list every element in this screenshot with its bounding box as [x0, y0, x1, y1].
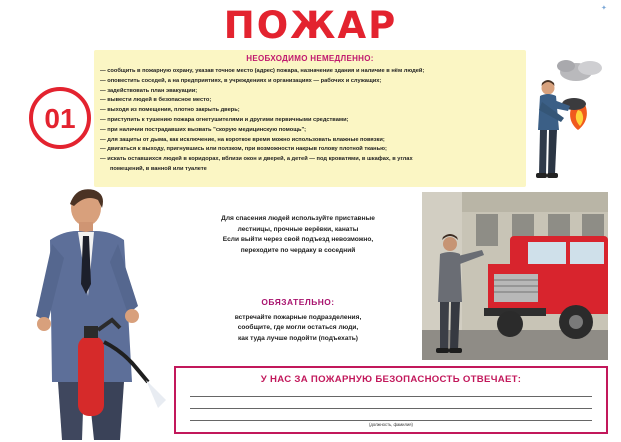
rescue-line: переходите по чердаку в соседний — [240, 246, 356, 254]
step-number-badge — [29, 87, 91, 149]
step-number: 01 — [44, 103, 76, 134]
list-item: — искать оставшихся людей в коридорах, вблизи окон и дверей, а детей — под кроватями, в шкафах, в углах — [100, 156, 413, 163]
list-item: помещений, в ванной или туалете — [110, 165, 207, 172]
fire-truck-scene — [422, 192, 608, 360]
mandatory-heading: ОБЯЗАТЕЛЬНО: — [261, 297, 335, 307]
rescue-line: Если выйти через свой подъезд невозможно, — [222, 236, 374, 243]
list-item: — приступить к тушению пожара огнетушителями и другими первичными средствами; — [100, 116, 349, 123]
man-with-extinguisher-illustration — [28, 186, 166, 440]
mandatory-line: встречайте пожарные подразделения, — [234, 314, 362, 321]
signature-line — [190, 408, 592, 409]
star-icon: ✦ — [601, 5, 607, 12]
list-item: — вывести людей в безопасное место; — [100, 97, 212, 104]
list-item: — двигаться к выходу, пригнувшись или ползком, при возможности накрыв голову плотной тканью; — [100, 146, 387, 153]
mandatory-instructions — [184, 313, 412, 344]
list-item: — сообщить в пожарную охрану, указав точное место (адрес) пожара, назначение здания и наличие в нём людей; — [100, 68, 425, 74]
responsible-person-caption: (должность, фамилия) — [369, 422, 413, 427]
responsible-person-title: У НАС ЗА ПОЖАРНУЮ БЕЗОПАСНОСТЬ ОТВЕЧАЕТ: — [260, 374, 522, 385]
list-item: — оповестить соседей, а на предприятиях, в учреждениях и организациях — рабочих и служащих; — [100, 77, 382, 84]
list-item: — для защиты от дыма, как исключение, на короткое время можно использовать влажные повязки; — [100, 136, 385, 143]
signature-line — [190, 396, 592, 397]
list-item: — при наличии пострадавших вызвать "скорую медицинскую помощь"; — [100, 126, 307, 133]
rescue-instructions — [184, 214, 412, 256]
man-carrying-fire-illustration — [526, 58, 612, 184]
mandatory-line: как туда лучше подойти (подъехать) — [238, 334, 358, 342]
rescue-line: лестницы, прочные верёвки, канаты — [237, 225, 359, 233]
signature-line — [190, 420, 592, 421]
instructions-heading: НЕОБХОДИМО НЕМЕДЛЕННО: — [246, 54, 374, 63]
poster-title: ПОЖАР — [223, 4, 398, 47]
mandatory-line: сообщите, где могли остаться люди, — [237, 324, 359, 332]
instructions-panel — [94, 50, 526, 187]
responsible-person-box — [174, 366, 608, 434]
instructions-list — [100, 67, 524, 175]
fire-truck-photo — [422, 192, 608, 360]
list-item: — задействовать план эвакуации; — [100, 87, 198, 94]
rescue-line: Для спасения людей используйте приставные — [221, 215, 375, 222]
list-item: — выходя из помещения, плотно закрыть дверь; — [100, 107, 240, 114]
